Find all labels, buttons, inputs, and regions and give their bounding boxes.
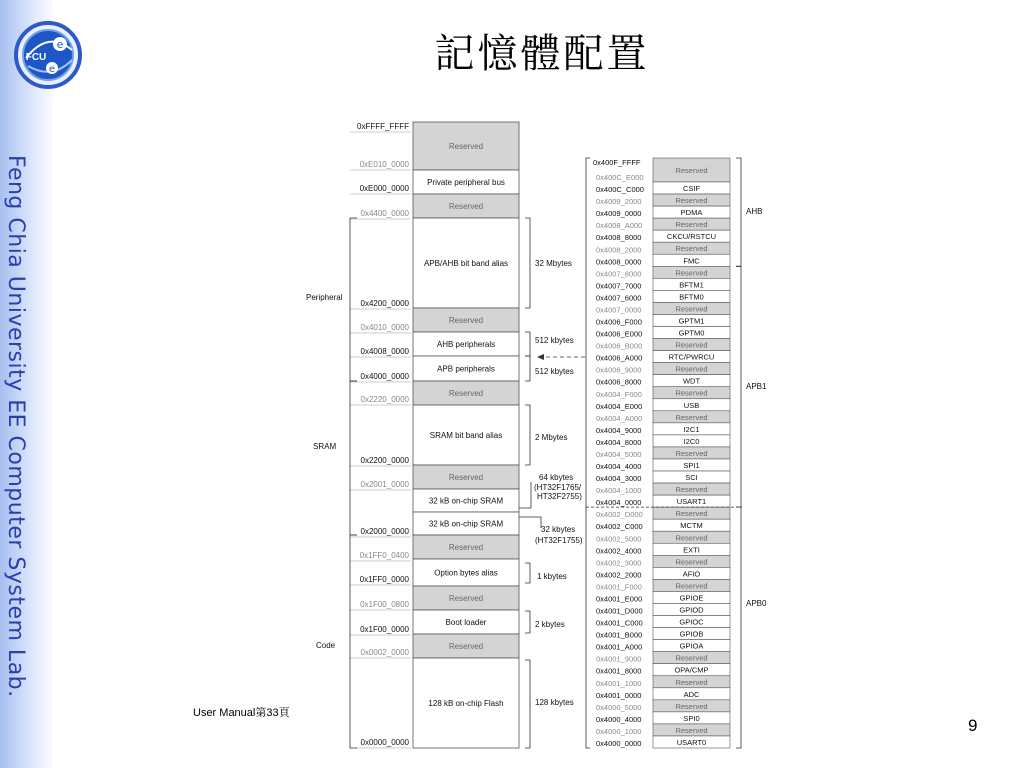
size-label: 2 kbytes <box>535 620 565 629</box>
peripheral-label: RTC/PWRCU <box>668 352 715 362</box>
peripheral-row <box>596 459 730 471</box>
address-label: 0x2001_0000 <box>360 480 409 489</box>
block-label: APB peripherals <box>437 364 495 374</box>
size-label: 2 Mbytes <box>535 433 568 442</box>
page-title: 記憶體配置 <box>434 31 650 77</box>
peripheral-address: 0x4008_A000 <box>596 221 643 231</box>
address-label: 0x4000_0000 <box>360 372 409 381</box>
address-label: 0x4008_0000 <box>360 347 409 356</box>
peripheral-address: 0x4006_8000 <box>596 377 642 387</box>
region-label: Peripheral <box>306 293 343 302</box>
peripheral-label: Reserved <box>675 166 708 175</box>
peripheral-label: Reserved <box>675 304 708 314</box>
peripheral-label: I2C0 <box>683 436 700 446</box>
peripheral-row <box>596 278 730 290</box>
size-label: (HT32F1755) <box>535 536 583 545</box>
peripheral-label: GPTM1 <box>678 316 705 326</box>
peripheral-address: 0x4002_2000 <box>596 570 642 580</box>
reserved-row <box>596 242 730 254</box>
peripheral-address: 0x4002_5000 <box>596 534 642 544</box>
peripheral-label: WDT <box>682 376 701 386</box>
reserved-row <box>596 302 730 314</box>
size-label: 32 kbytes <box>541 525 576 534</box>
peripheral-label: GPIOC <box>679 617 704 627</box>
reserved-row <box>596 363 730 375</box>
peripheral-label: PDMA <box>680 208 703 218</box>
peripheral-address: 0x4009_0000 <box>596 209 642 219</box>
memory-block <box>413 512 519 535</box>
svg-text:FCU: FCU <box>25 52 47 63</box>
peripheral-address: 0x4000_4000 <box>596 714 642 724</box>
peripheral-label: USART1 <box>676 497 707 507</box>
reserved-row <box>596 218 730 230</box>
address-label: 0x1F00_0000 <box>360 625 409 634</box>
reserved-row <box>596 700 730 712</box>
block-label: APB/AHB bit band alias <box>423 259 509 268</box>
bus-brace <box>736 507 741 748</box>
peripheral-address: 0x4001_E000 <box>596 594 643 604</box>
peripheral-address: 0x4002_4000 <box>596 546 642 556</box>
block-label: Boot loader <box>445 618 487 627</box>
peripheral-label: SPI0 <box>683 713 700 723</box>
region-label: Code <box>316 641 336 650</box>
block-label: AHB peripherals <box>436 340 496 349</box>
peripheral-label: Reserved <box>675 653 708 663</box>
size-bracket <box>525 218 530 308</box>
top-address-label: 0x400F_FFFF <box>593 158 641 167</box>
connector-line <box>519 517 541 528</box>
size-bracket <box>525 332 530 356</box>
size-label: 512 kbytes <box>535 367 574 376</box>
peripheral-address: 0x4001_8000 <box>596 666 642 676</box>
peripheral-address: 0x4009_2000 <box>596 197 642 207</box>
peripheral-address: 0x4002_C000 <box>596 522 643 532</box>
bus-label: APB0 <box>746 599 767 608</box>
reserved-row <box>596 194 730 206</box>
block-label: Reserved <box>448 202 484 211</box>
address-label: 0x0000_0000 <box>360 738 409 747</box>
peripheral-label: Reserved <box>675 340 708 350</box>
peripheral-address: 0x4001_A000 <box>596 642 643 652</box>
peripheral-row <box>596 435 730 447</box>
peripheral-row <box>596 640 730 652</box>
block-label: 32 kB on-chip SRAM <box>428 519 504 529</box>
peripheral-address: 0x4006_B000 <box>596 341 643 351</box>
memory-block <box>413 405 519 465</box>
peripheral-address: 0x4004_0000 <box>596 498 642 508</box>
memory-block <box>413 658 519 748</box>
region-label: SRAM <box>313 442 337 451</box>
peripheral-label: FMC <box>683 256 700 266</box>
peripheral-address: 0x4004_1000 <box>596 486 642 496</box>
memory-block <box>413 170 519 194</box>
peripheral-address: 0x400C_E000 <box>596 173 644 182</box>
peripheral-row <box>596 603 730 615</box>
peripheral-address: 0x4007_8000 <box>596 269 642 279</box>
peripheral-label: Reserved <box>675 196 708 206</box>
size-label: 64 kbytes <box>539 473 574 482</box>
peripheral-address: 0x4001_D000 <box>596 606 643 616</box>
address-label: 0x2000_0000 <box>360 527 409 536</box>
reserved-row <box>596 411 730 423</box>
svg-text:e: e <box>48 64 56 75</box>
peripheral-label: Reserved <box>675 220 708 230</box>
bus-brace <box>736 266 741 507</box>
peripheral-address: 0x4008_0000 <box>596 257 642 267</box>
peripheral-label: OPA/CMP <box>674 665 709 675</box>
address-label: 0xE010_0000 <box>359 160 409 169</box>
size-bracket <box>525 356 530 381</box>
reserved-row <box>596 652 730 664</box>
reserved-block <box>413 381 519 405</box>
block-label: Reserved <box>448 389 484 398</box>
address-label: 0x4400_0000 <box>360 209 409 218</box>
peripheral-row <box>596 351 730 363</box>
address-label: 0x4010_0000 <box>360 323 409 332</box>
peripheral-row <box>596 543 730 555</box>
address-label: 0xFFFF_FFFF <box>357 122 409 131</box>
memory-block <box>413 610 519 634</box>
bus-brace <box>736 158 741 266</box>
peripheral-label: AFIO <box>682 569 701 579</box>
peripheral-row <box>596 230 730 242</box>
memory-block <box>413 489 519 512</box>
block-label: SRAM bit band alias <box>429 431 503 440</box>
size-label: 1 kbytes <box>537 572 567 581</box>
map-brace <box>586 158 590 748</box>
reserved-block <box>413 634 519 658</box>
peripheral-row <box>596 664 730 676</box>
peripheral-label: USB <box>683 400 700 410</box>
peripheral-label: SCI <box>685 473 698 483</box>
address-label: 0xE000_0000 <box>359 184 409 193</box>
reserved-row <box>596 339 730 351</box>
peripheral-address: 0x4004_A000 <box>596 413 643 423</box>
arrow-head <box>537 354 544 360</box>
peripheral-label: Reserved <box>675 701 708 711</box>
peripheral-row <box>596 688 730 700</box>
peripheral-row <box>596 736 730 748</box>
peripheral-address: 0x4002_3000 <box>596 558 642 568</box>
reserved-block <box>413 122 519 170</box>
peripheral-row <box>596 628 730 640</box>
peripheral-label: Reserved <box>675 677 708 687</box>
reserved-row <box>596 507 730 519</box>
peripheral-address: 0x4006_F000 <box>596 317 642 327</box>
region-brace <box>350 218 357 381</box>
block-label: Reserved <box>448 142 484 151</box>
size-label: 512 kbytes <box>535 336 574 345</box>
block-label: Reserved <box>448 594 484 603</box>
peripheral-label: CSIF <box>682 184 701 194</box>
reserved-row <box>596 579 730 591</box>
peripheral-label: EXTI <box>683 545 700 555</box>
reserved-row <box>596 555 730 567</box>
size-label: 32 Mbytes <box>535 259 572 268</box>
peripheral-label: GPIOB <box>679 629 704 639</box>
peripheral-address: 0x4008_8000 <box>596 233 642 243</box>
address-label: 0x2200_0000 <box>360 456 409 465</box>
peripheral-label: MCTM <box>680 521 703 531</box>
peripheral-label: GPIOA <box>679 641 704 651</box>
block-label: Private peripheral bus <box>427 178 505 187</box>
block-label: 128 kB on-chip Flash <box>428 699 504 708</box>
peripheral-label: Reserved <box>675 244 708 254</box>
peripheral-address: 0x4007_6000 <box>596 293 642 303</box>
block-label: Option bytes alias <box>434 568 498 578</box>
memory-block <box>413 356 519 381</box>
peripheral-address: 0x4006_A000 <box>596 353 643 363</box>
peripheral-row <box>596 182 730 194</box>
peripheral-address: 0x4004_F000 <box>596 389 642 399</box>
peripheral-address: 0x4004_3000 <box>596 474 642 484</box>
peripheral-label: Reserved <box>675 725 708 735</box>
svg-text:e: e <box>56 38 64 51</box>
peripheral-address: 0x4008_2000 <box>596 245 642 255</box>
peripheral-label: BFTM0 <box>679 292 704 302</box>
peripheral-label: Reserved <box>675 509 708 519</box>
address-label: 0x4200_0000 <box>360 299 409 308</box>
peripheral-address: 0x400C_C000 <box>596 185 644 195</box>
peripheral-address: 0x4004_9000 <box>596 425 642 435</box>
size-bracket <box>525 563 530 583</box>
reserved-block <box>413 194 519 218</box>
block-label: Reserved <box>448 473 484 482</box>
peripheral-label: Reserved <box>675 364 708 374</box>
peripheral-label: Reserved <box>675 388 708 398</box>
peripheral-label: GPTM0 <box>678 328 705 338</box>
size-label: (HT32F1765/ <box>534 483 582 492</box>
peripheral-address: 0x4000_0000 <box>596 739 642 748</box>
peripheral-label: GPIOE <box>679 593 704 603</box>
peripheral-address: 0x4007_7000 <box>596 281 642 291</box>
size-label: 128 kbytes <box>535 698 574 707</box>
peripheral-row <box>596 423 730 435</box>
reserved-block <box>413 465 519 489</box>
peripheral-row <box>596 399 730 411</box>
peripheral-label: I2C1 <box>683 424 700 434</box>
peripheral-label: Reserved <box>675 581 708 591</box>
peripheral-label: Reserved <box>675 485 708 495</box>
reserved-row <box>596 531 730 543</box>
peripheral-address: 0x4004_E000 <box>596 401 643 411</box>
peripheral-row <box>596 290 730 302</box>
peripheral-row <box>596 206 730 218</box>
peripheral-address: 0x4004_5000 <box>596 449 642 459</box>
block-label: 32 kB on-chip SRAM <box>428 496 504 506</box>
address-label: 0x1F00_0800 <box>360 600 409 609</box>
peripheral-label: Reserved <box>675 268 708 278</box>
reserved-row <box>596 676 730 688</box>
peripheral-address: 0x4001_0000 <box>596 690 642 700</box>
size-bracket <box>525 660 530 748</box>
peripheral-address: 0x4006_9000 <box>596 365 642 375</box>
peripheral-label: ADC <box>683 689 700 699</box>
peripheral-address: 0x4002_D000 <box>596 510 643 520</box>
block-label: Reserved <box>448 642 484 651</box>
peripheral-row <box>596 327 730 339</box>
reserved-row <box>596 266 730 278</box>
caption: User Manual第33頁 <box>193 707 290 719</box>
peripheral-label: SPI1 <box>683 461 700 470</box>
size-label: HT32F2755) <box>537 492 582 501</box>
peripheral-address: 0x4001_C000 <box>596 618 643 628</box>
reserved-block <box>413 586 519 610</box>
size-bracket <box>525 611 530 633</box>
peripheral-row <box>596 254 730 266</box>
peripheral-label: Reserved <box>675 533 708 543</box>
peripheral-address: 0x4004_8000 <box>596 437 642 447</box>
peripheral-label: BFTM1 <box>679 280 704 290</box>
peripheral-row <box>596 712 730 724</box>
peripheral-row <box>596 519 730 531</box>
reserved-row <box>596 387 730 399</box>
peripheral-address: 0x4007_0000 <box>596 305 642 315</box>
reserved-block <box>413 308 519 332</box>
peripheral-row <box>596 616 730 628</box>
memory-block <box>413 218 519 308</box>
address-label: 0x1FF0_0000 <box>359 575 409 584</box>
connector-line <box>519 482 531 508</box>
size-bracket <box>525 405 530 465</box>
peripheral-row <box>596 591 730 603</box>
memory-block <box>413 332 519 356</box>
block-label: Reserved <box>448 316 484 325</box>
address-label: 0x2220_0000 <box>360 395 409 404</box>
memory-block <box>413 559 519 586</box>
peripheral-address: 0x4004_4000 <box>596 462 642 472</box>
peripheral-address: 0x4000_1000 <box>596 726 642 736</box>
peripheral-address: 0x4001_F000 <box>596 582 642 592</box>
peripheral-row <box>596 567 730 579</box>
reserved-row <box>596 724 730 736</box>
peripheral-address: 0x4006_E000 <box>596 329 643 339</box>
peripheral-label: Reserved <box>675 557 708 567</box>
peripheral-label: Reserved <box>675 448 708 458</box>
bus-label: AHB <box>746 207 763 216</box>
page-number: 9 <box>968 716 978 735</box>
peripheral-row <box>596 375 730 387</box>
peripheral-label: CKCU/RSTCU <box>666 232 717 242</box>
peripheral-label: GPIOD <box>679 605 704 615</box>
region-brace <box>350 535 357 748</box>
reserved-row <box>596 447 730 459</box>
block-label: Reserved <box>448 543 484 552</box>
peripheral-row <box>596 471 730 483</box>
bus-label: APB1 <box>746 382 767 391</box>
peripheral-address: 0x4000_5000 <box>596 702 642 712</box>
peripheral-label: USART0 <box>676 737 707 747</box>
peripheral-address: 0x4001_9000 <box>596 654 642 664</box>
peripheral-label: Reserved <box>675 412 708 422</box>
sidebar-lab-name: Feng Chia University EE Computer System Lab. <box>3 155 28 698</box>
address-label: 0x1FF0_0400 <box>359 551 409 560</box>
peripheral-row <box>596 314 730 326</box>
address-label: 0x0002_0000 <box>360 648 409 657</box>
reserved-block <box>413 535 519 559</box>
region-brace <box>350 381 357 535</box>
peripheral-address: 0x4001_1000 <box>596 678 642 688</box>
peripheral-row <box>596 495 730 507</box>
reserved-row <box>596 483 730 495</box>
peripheral-address: 0x4001_B000 <box>596 630 643 640</box>
